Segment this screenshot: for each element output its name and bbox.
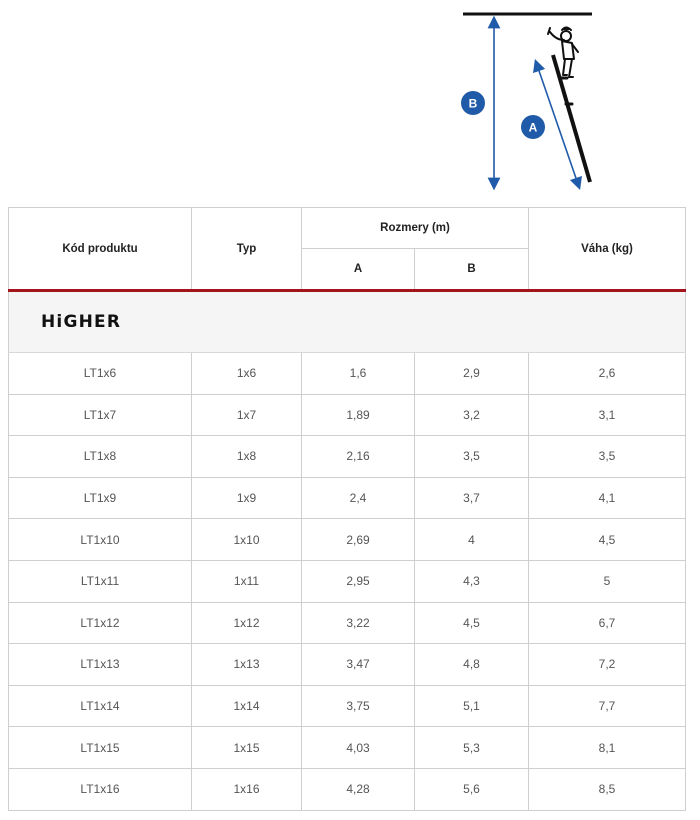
cell-type: 1x13 xyxy=(192,644,302,686)
table-row xyxy=(9,644,686,686)
cell-b: 3,2 xyxy=(415,394,529,436)
header-type: Typ xyxy=(192,208,302,291)
cell-weight: 8,5 xyxy=(529,768,686,810)
higher-logo: HiGHER xyxy=(41,312,122,332)
ladder-dimension-diagram xyxy=(0,0,700,200)
cell-b: 2,9 xyxy=(415,353,529,395)
cell-code: LT1x10 xyxy=(9,519,192,561)
table-row xyxy=(9,602,686,644)
cell-weight: 6,7 xyxy=(529,602,686,644)
cell-b: 4,3 xyxy=(415,560,529,602)
cell-code: LT1x6 xyxy=(9,353,192,395)
cell-a: 4,28 xyxy=(302,768,415,810)
cell-b: 4,8 xyxy=(415,644,529,686)
cell-type: 1x11 xyxy=(192,560,302,602)
cell-code: LT1x15 xyxy=(9,727,192,769)
cell-code: LT1x12 xyxy=(9,602,192,644)
header-dimensions: Rozmery (m) xyxy=(302,208,529,249)
cell-a: 2,95 xyxy=(302,560,415,602)
header-dim-a: A xyxy=(302,249,415,291)
cell-weight: 4,1 xyxy=(529,477,686,519)
cell-a: 1,89 xyxy=(302,394,415,436)
cell-a: 2,16 xyxy=(302,436,415,478)
cell-a: 3,75 xyxy=(302,685,415,727)
product-spec-table xyxy=(8,207,686,811)
cell-a: 4,03 xyxy=(302,727,415,769)
cell-code: LT1x9 xyxy=(9,477,192,519)
cell-code: LT1x14 xyxy=(9,685,192,727)
cell-type: 1x9 xyxy=(192,477,302,519)
cell-weight: 7,7 xyxy=(529,685,686,727)
cell-b: 3,7 xyxy=(415,477,529,519)
cell-code: LT1x7 xyxy=(9,394,192,436)
cell-type: 1x14 xyxy=(192,685,302,727)
cell-code: LT1x11 xyxy=(9,560,192,602)
cell-code: LT1x8 xyxy=(9,436,192,478)
cell-type: 1x6 xyxy=(192,353,302,395)
table-row xyxy=(9,519,686,561)
cell-b: 5,3 xyxy=(415,727,529,769)
table-row xyxy=(9,353,686,395)
cell-a: 1,6 xyxy=(302,353,415,395)
header-dim-b: B xyxy=(415,249,529,291)
dimension-b-label: B xyxy=(468,96,478,111)
brand-row xyxy=(9,291,686,353)
cell-weight: 3,5 xyxy=(529,436,686,478)
cell-type: 1x8 xyxy=(192,436,302,478)
cell-a: 3,22 xyxy=(302,602,415,644)
cell-b: 4,5 xyxy=(415,602,529,644)
cell-type: 1x15 xyxy=(192,727,302,769)
cell-a: 2,69 xyxy=(302,519,415,561)
cell-type: 1x10 xyxy=(192,519,302,561)
header-product-code: Kód produktu xyxy=(9,208,192,291)
table-row xyxy=(9,477,686,519)
cell-type: 1x12 xyxy=(192,602,302,644)
table-row xyxy=(9,768,686,810)
table-row xyxy=(9,560,686,602)
dimension-a-label: A xyxy=(528,120,538,135)
table-row xyxy=(9,727,686,769)
cell-weight: 7,2 xyxy=(529,644,686,686)
cell-a: 3,47 xyxy=(302,644,415,686)
cell-type: 1x16 xyxy=(192,768,302,810)
cell-weight: 4,5 xyxy=(529,519,686,561)
dimension-a-badge xyxy=(521,115,545,139)
cell-weight: 3,1 xyxy=(529,394,686,436)
cell-weight: 2,6 xyxy=(529,353,686,395)
cell-b: 5,1 xyxy=(415,685,529,727)
table-row xyxy=(9,685,686,727)
cell-code: LT1x13 xyxy=(9,644,192,686)
table-row xyxy=(9,394,686,436)
cell-b: 4 xyxy=(415,519,529,561)
header-weight: Váha (kg) xyxy=(529,208,686,291)
cell-weight: 8,1 xyxy=(529,727,686,769)
cell-code: LT1x16 xyxy=(9,768,192,810)
cell-a: 2,4 xyxy=(302,477,415,519)
cell-type: 1x7 xyxy=(192,394,302,436)
dimension-b-badge xyxy=(461,91,485,115)
cell-weight: 5 xyxy=(529,560,686,602)
cell-b: 5,6 xyxy=(415,768,529,810)
table-row xyxy=(9,436,686,478)
cell-b: 3,5 xyxy=(415,436,529,478)
